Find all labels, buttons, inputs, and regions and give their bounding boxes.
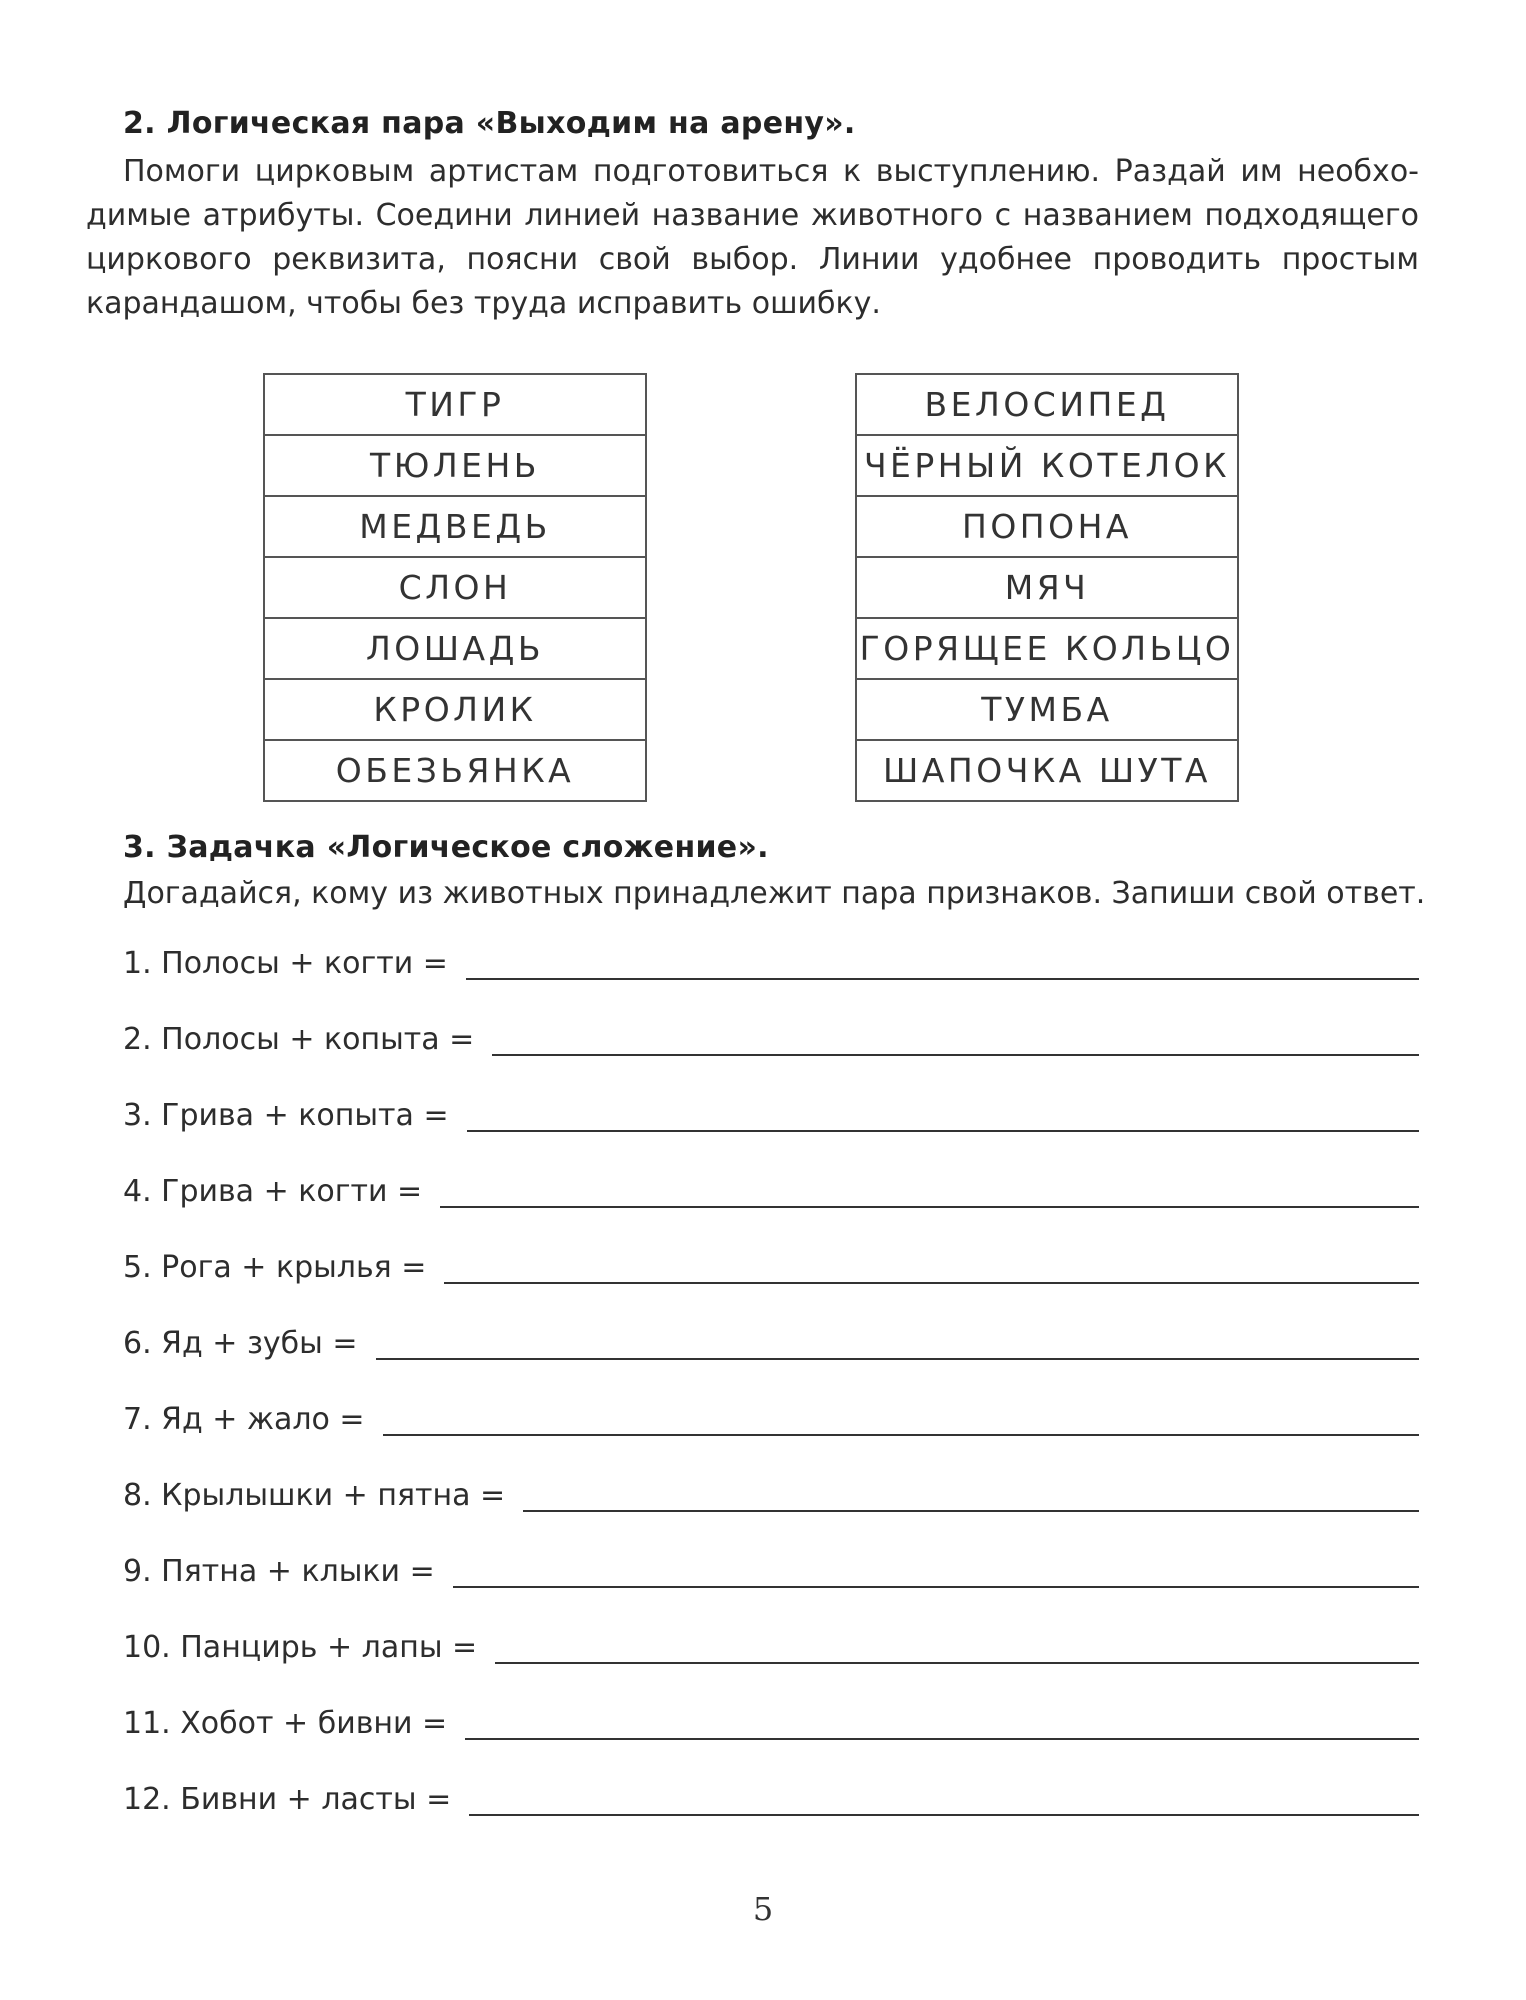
answer-row xyxy=(123,942,1419,986)
answer-row xyxy=(123,1778,1419,1822)
answer-line[interactable] xyxy=(383,1434,1419,1436)
answer-row xyxy=(123,1094,1419,1138)
task-2-paragraph-line: димые атрибуты. Соедини линией название животного с названием подходящего xyxy=(86,198,1419,233)
prop-cell[interactable]: МЯЧ xyxy=(856,557,1238,618)
answer-line[interactable] xyxy=(466,978,1419,980)
prop-cell[interactable]: ПОПОНА xyxy=(856,496,1238,557)
animal-cell[interactable]: ТИГР xyxy=(264,374,646,435)
answer-row xyxy=(123,1702,1419,1746)
prop-cell[interactable]: ШАПОЧКА ШУТА xyxy=(856,740,1238,801)
answer-line[interactable] xyxy=(492,1054,1419,1056)
prop-cell[interactable]: ВЕЛОСИПЕД xyxy=(856,374,1238,435)
task-3-heading: 3. Задачка «Логическое сложение». xyxy=(123,830,769,865)
answer-label: 2. Полосы + копыта = xyxy=(123,1022,475,1057)
animal-cell[interactable]: КРОЛИК xyxy=(264,679,646,740)
answer-line[interactable] xyxy=(376,1358,1419,1360)
answer-line[interactable] xyxy=(440,1206,1419,1208)
answer-row xyxy=(123,1474,1419,1518)
answer-label: 10. Панцирь + лапы = xyxy=(123,1630,478,1665)
answer-label: 12. Бивни + ласты = xyxy=(123,1782,452,1817)
answer-row xyxy=(123,1626,1419,1670)
answer-label: 7. Яд + жало = xyxy=(123,1402,365,1437)
answer-label: 8. Крылышки + пятна = xyxy=(123,1478,506,1513)
task-2-paragraph-line: карандашом, чтобы без труда исправить ошибку. xyxy=(86,286,881,321)
answer-row xyxy=(123,1398,1419,1442)
answer-row xyxy=(123,1550,1419,1594)
page-number: 5 xyxy=(752,1890,774,1928)
answer-label: 6. Яд + зубы = xyxy=(123,1326,358,1361)
answer-row xyxy=(123,1322,1419,1366)
answer-row xyxy=(123,1246,1419,1290)
answer-line[interactable] xyxy=(444,1282,1419,1284)
animals-table xyxy=(263,373,647,802)
animal-cell[interactable]: ЛОШАДЬ xyxy=(264,618,646,679)
animal-cell[interactable]: ОБЕЗЬЯНКА xyxy=(264,740,646,801)
answer-label: 9. Пятна + клыки = xyxy=(123,1554,435,1589)
task-2-paragraph-line: Помоги цирковым артистам подготовиться к выступлению. Раздай им необхо- xyxy=(123,154,1419,189)
task-3-intro: Догадайся, кому из животных принадлежит пара признаков. Запиши свой ответ. xyxy=(123,876,1426,911)
answer-row xyxy=(123,1170,1419,1214)
prop-cell[interactable]: ЧЁРНЫЙ КОТЕЛОК xyxy=(856,435,1238,496)
answer-row xyxy=(123,1018,1419,1062)
answer-label: 3. Грива + копыта = xyxy=(123,1098,449,1133)
animal-cell[interactable]: МЕДВЕДЬ xyxy=(264,496,646,557)
answer-line[interactable] xyxy=(495,1662,1419,1664)
animal-cell[interactable]: СЛОН xyxy=(264,557,646,618)
props-table xyxy=(855,373,1239,802)
task-2-paragraph-line: циркового реквизита, поясни свой выбор. Линии удобнее проводить простым xyxy=(86,242,1419,277)
answer-line[interactable] xyxy=(465,1738,1419,1740)
prop-cell[interactable]: ГОРЯЩЕЕ КОЛЬЦО xyxy=(856,618,1238,679)
answer-label: 4. Грива + когти = xyxy=(123,1174,423,1209)
answer-line[interactable] xyxy=(453,1586,1419,1588)
answer-line[interactable] xyxy=(467,1130,1419,1132)
animal-cell[interactable]: ТЮЛЕНЬ xyxy=(264,435,646,496)
answer-label: 11. Хобот + бивни = xyxy=(123,1706,448,1741)
prop-cell[interactable]: ТУМБА xyxy=(856,679,1238,740)
answer-line[interactable] xyxy=(469,1814,1419,1816)
task-2-heading: 2. Логическая пара «Выходим на арену». xyxy=(123,106,856,141)
answer-line[interactable] xyxy=(523,1510,1419,1512)
answer-label: 1. Полосы + когти = xyxy=(123,946,448,981)
answer-label: 5. Рога + крылья = xyxy=(123,1250,427,1285)
